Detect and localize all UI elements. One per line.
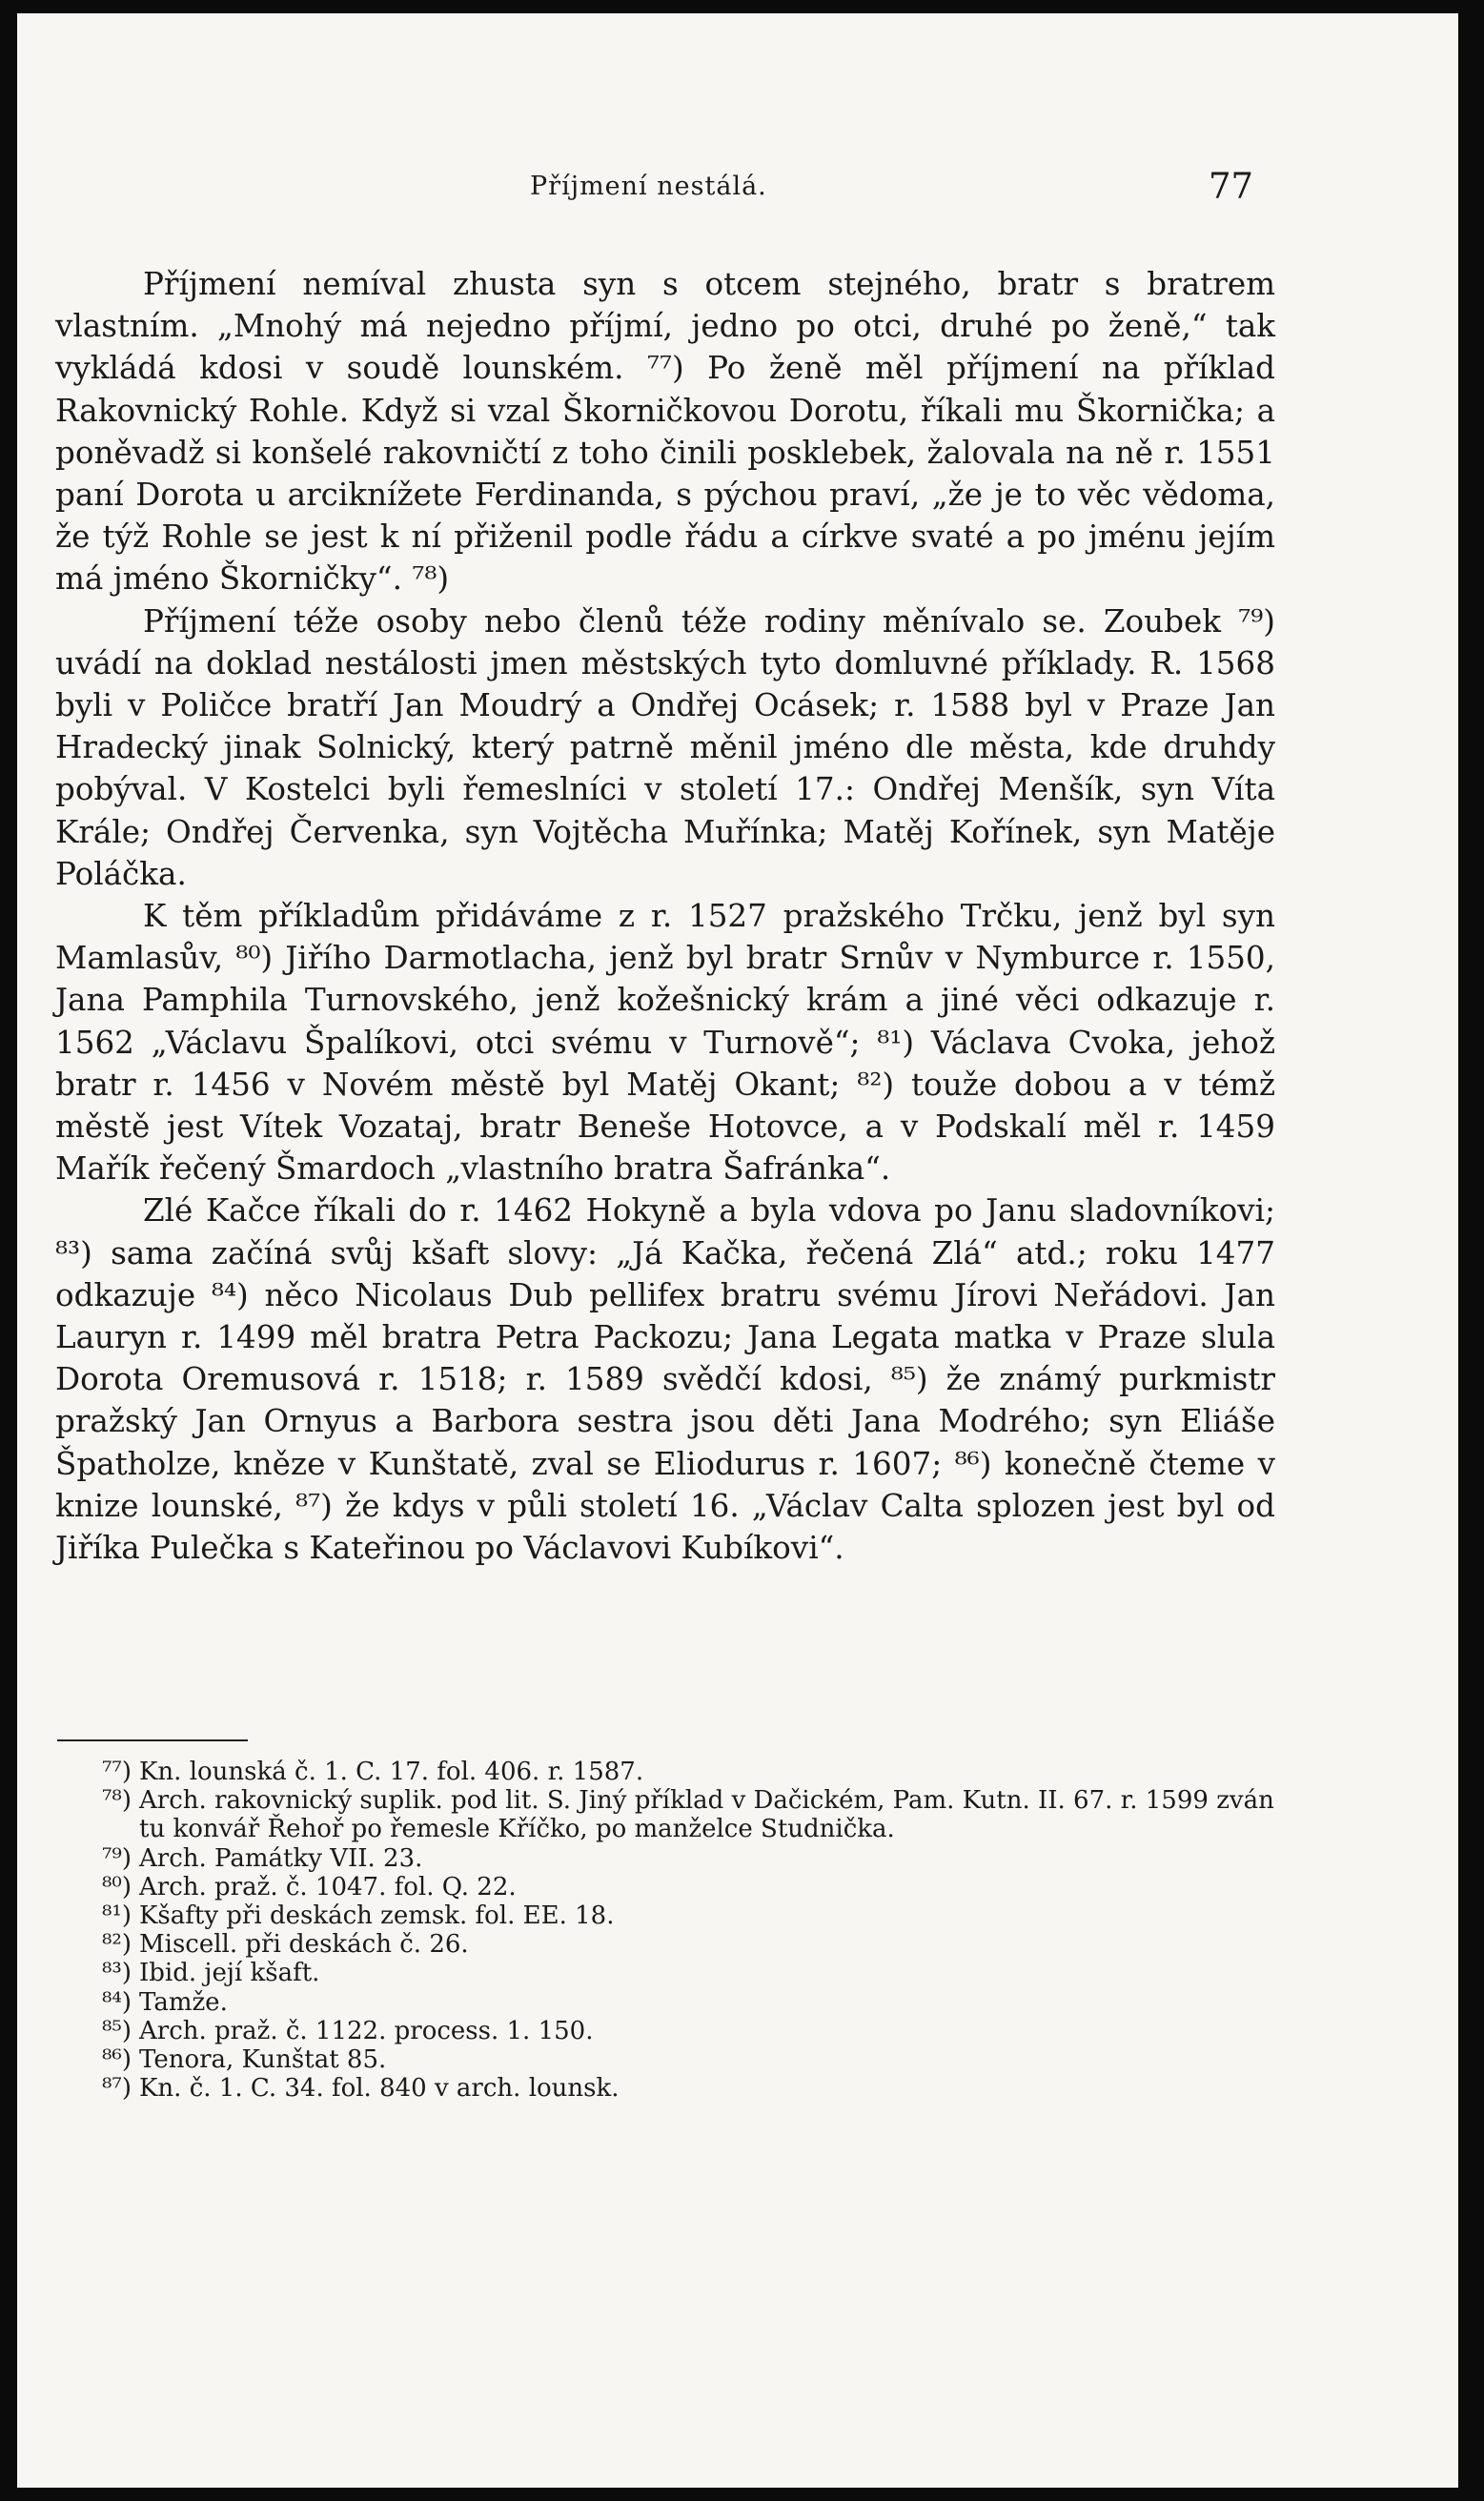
footnote-78 (55, 1786, 1275, 1843)
paragraph-2: Příjmení téže osoby nebo členů téže rodiny měnívalo se. Zoubek ⁷⁹) uvádí na doklad nestálosti jmen městských tyto domluvné příklady. R. 1568 byli v Poličce bratří Jan Moudrý a Ondřej Ocásek; r. 1588 byl v Praze Jan Hradecký jinak Solnický, který patrně měnil jméno dle města, kde druhdy pobýval. V Kostelci byli řemeslníci v století 17.: Ondřej Menšík, syn Víta Krále; Ondřej Červenka, syn Vojtěcha Muřínka; Matěj Kořínek, syn Matěje Poláčka. (55, 602, 1275, 892)
footnote-text: Arch. Památky VII. 23. (139, 1843, 423, 1873)
footnote-marker: ⁸⁵) (102, 2016, 132, 2045)
paragraph-1: Příjmení nemíval zhusta syn s otcem stejného, bratr s bratrem vlastním. „Mnohý má nejedno příjmí, jedno po otci, druhé po ženě,“ tak vykládá kdosi v soudě lounském. ⁷⁷) Po ženě měl příjmení na příklad Rakovnický Rohle. Když si vzal Škorničkovou Dorotu, říkali mu Škornička; a poněvadž si konšelé rakovničtí z toho činili posklebek, žalovala na ně r. 1551 paní Dorota u arciknížete Ferdinanda, s pýchou praví, „že je to věc vědoma, že týž Rohle se jest k ní přiženil podle řádu a církve svaté a po jménu jejím má jméno Škorničky“. ⁷⁸) (55, 266, 1275, 598)
footnote-77 (55, 1758, 1275, 1786)
footnote-84 (55, 1988, 1275, 2017)
footnote-text: Arch. praž. č. 1122. process. 1. 150. (139, 2016, 594, 2045)
footnote-marker: ⁷⁹) (102, 1843, 132, 1873)
footnote-marker: ⁸²) (102, 1930, 132, 1960)
footnote-marker: ⁸⁶) (102, 2045, 132, 2075)
body-text (55, 263, 1275, 1569)
footnote-86 (55, 2045, 1275, 2074)
footnote-marker: ⁷⁷) (102, 1758, 132, 1786)
footnote-text: Kn. č. 1. C. 34. fol. 840 v arch. lounsk. (139, 2074, 620, 2104)
footnote-82 (55, 1930, 1275, 1959)
footnote-87 (55, 2074, 1275, 2103)
footnote-text: Kšafty při deskách zemsk. fol. EE. 18. (139, 1901, 615, 1931)
footnote-marker: ⁸³) (102, 1959, 132, 1988)
running-title: Příjmení nestálá. (530, 172, 767, 201)
footnote-83 (55, 1959, 1275, 1987)
footnote-divider (57, 1739, 248, 1741)
book-page (17, 13, 1458, 2488)
footnote-marker: ⁸⁰) (102, 1872, 132, 1901)
footnote-marker: ⁷⁸) (102, 1786, 132, 1816)
footnotes (55, 1758, 1275, 2103)
page-number: 77 (1209, 166, 1254, 207)
footnote-text: Tamže. (139, 1987, 228, 2017)
footnote-81 (55, 1901, 1275, 1930)
footnote-marker: ⁸¹) (102, 1901, 132, 1931)
paragraph-3: K těm příkladům přidáváme z r. 1527 pražského Trčku, jenž byl syn Mamlasův, ⁸⁰) Jiřího Darmotlacha, jenž byl bratr Srnův v Nymburce r. 1550, Jana Pamphila Turnovského, jenž kožešnický krám a jiné věci odkazuje r. 1562 „Václavu Špalíkovi, otci svému v Turnově“; ⁸¹) Václava Cvoka, jehož bratr r. 1456 v Novém městě byl Matěj Okant; ⁸²) touže dobou a v témž městě jest Vítek Vozataj, bratr Beneše Hotovce, a v Podskalí měl r. 1459 Mařík řečený Šmardoch „vlastního bratra Šafránka“. (55, 898, 1275, 1188)
footnote-text: Ibid. její kšaft. (139, 1959, 320, 1988)
footnote-85 (55, 2017, 1275, 2045)
footnote-79 (55, 1844, 1275, 1873)
footnote-text: Tenora, Kunštat 85. (139, 2045, 387, 2075)
footnote-marker: ⁸⁴) (102, 1987, 132, 2017)
footnote-text: Miscell. při deskách č. 26. (139, 1930, 469, 1960)
paragraph-4: Zlé Kačce říkali do r. 1462 Hokyně a byla vdova po Janu sladovníkovi; ⁸³) sama začíná svůj kšaft slovy: „Já Kačka, řečená Zlá“ atd.; roku 1477 odkazuje ⁸⁴) něco Nicolaus Dub pellifex bratru svému Jírovi Neřádovi. Jan Lauryn r. 1499 měl bratra Petra Packozu; Jana Legata matka v Praze slula Dorota Oremusová r. 1518; r. 1589 svědčí kdosi, ⁸⁵) že známý purkmistr pražský Jan Ornyus a Barbora sestra jsou děti Jana Modrého; syn Eliáše Špatholze, kněze v Kunštatě, zval se Eliodurus r. 1607; ⁸⁶) konečně čteme v knize lounské, ⁸⁷) že kdys v půli století 16. „Václav Calta splozen jest byl od Jiříka Pulečka s Kateřinou po Václavovi Kubíkovi“. (55, 1192, 1275, 1567)
footnote-text: Arch. rakovnický suplik. pod lit. S. Jiný příklad v Dačickém, Pam. Kutn. II. 67. r. 1599 zván tu konvář Řehoř po řemesle Kříčko, po manželce Studnička. (139, 1786, 1274, 1844)
footnote-marker: ⁸⁷) (102, 2074, 132, 2104)
footnote-text: Arch. praž. č. 1047. fol. Q. 22. (139, 1872, 517, 1901)
footnote-80 (55, 1873, 1275, 1901)
footnote-text: Kn. lounská č. 1. C. 17. fol. 406. r. 1587. (139, 1758, 644, 1786)
